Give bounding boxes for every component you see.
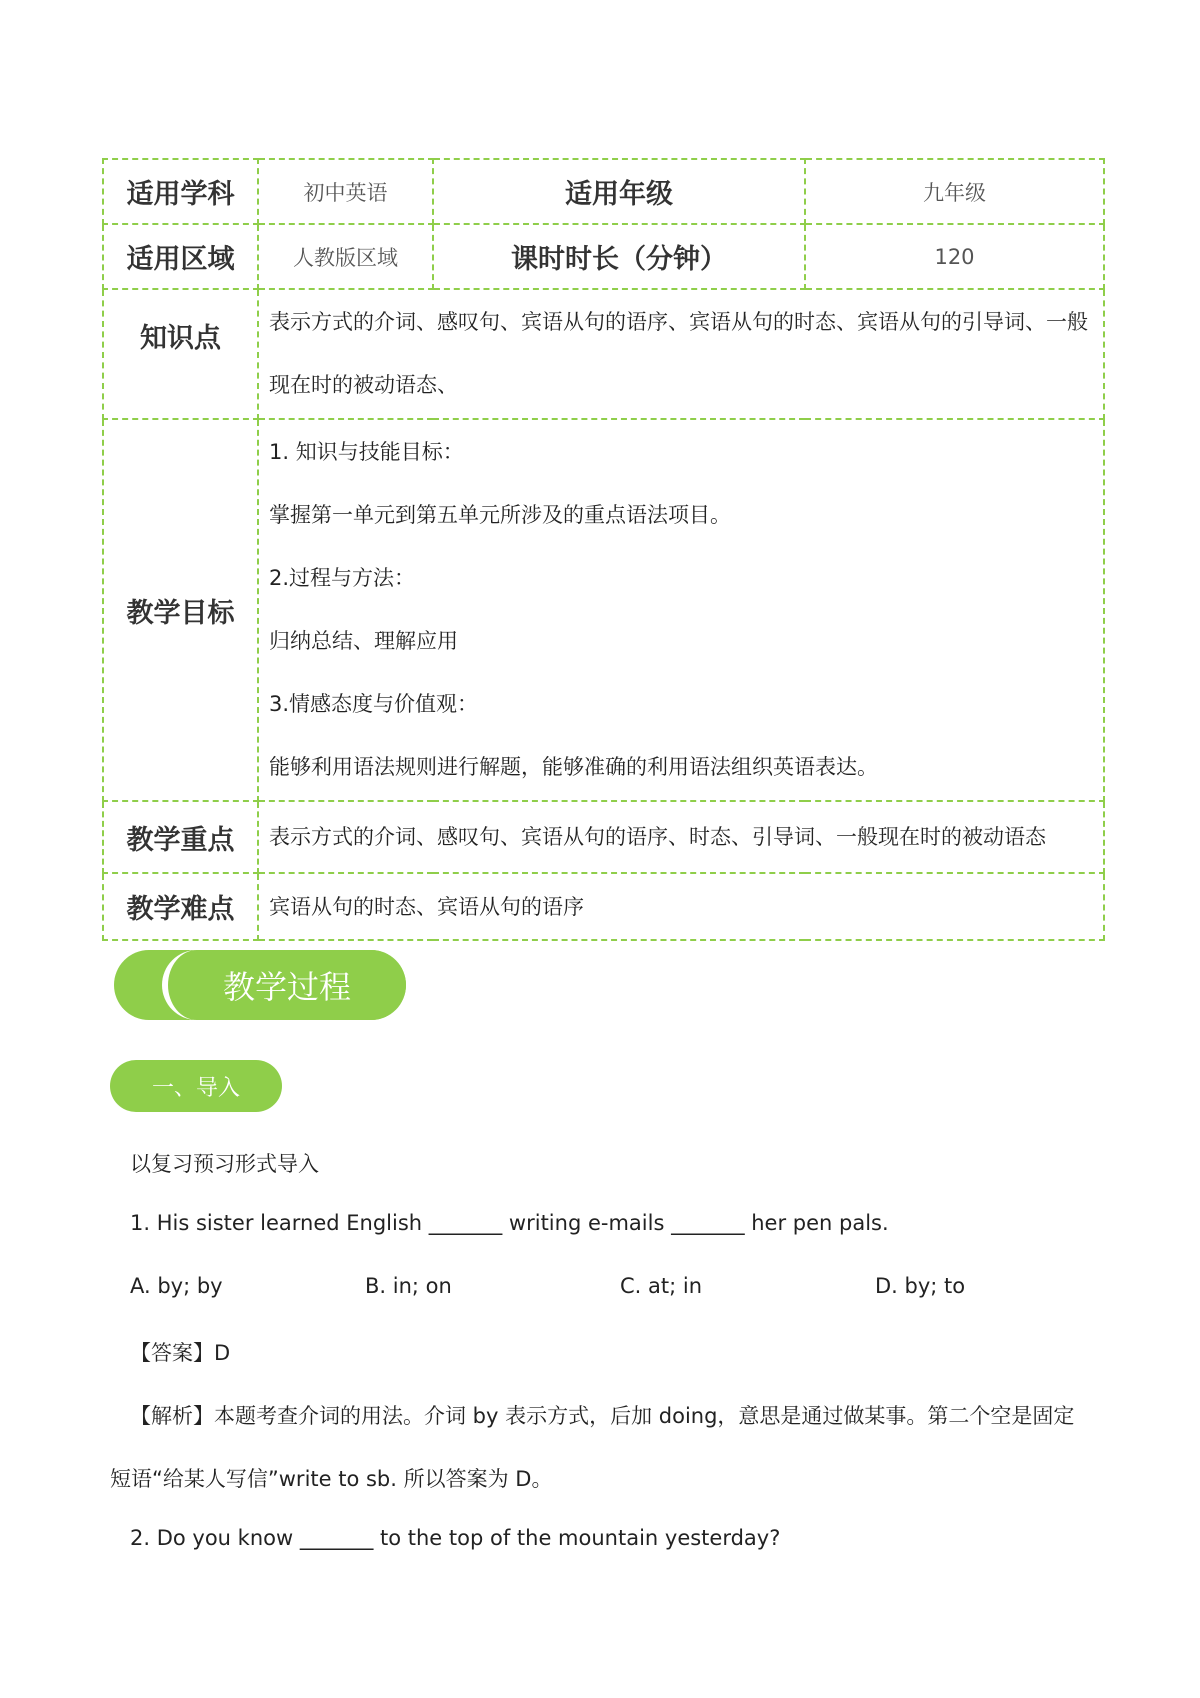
subject-label: 适用学科 <box>103 159 258 224</box>
key-points-label: 教学重点 <box>103 801 258 873</box>
table-row <box>103 159 1104 224</box>
subject-value: 初中英语 <box>258 159 433 224</box>
goal-line: 归纳总结、理解应用 <box>269 629 458 653</box>
section-title: 教学过程 <box>162 950 406 1020</box>
table-row <box>103 224 1104 289</box>
subsection-title: 一、导入 <box>110 1060 282 1112</box>
goal-line: 能够利用语法规则进行解题，能够准确的利用语法组织英语表达。 <box>269 755 878 779</box>
goal-line: 2.过程与方法： <box>269 566 416 590</box>
table-row <box>103 801 1104 873</box>
intro-text: 以复习预习形式导入 <box>130 1152 319 1176</box>
region-label: 适用区域 <box>103 224 258 289</box>
option-c: C. at; in <box>620 1274 703 1298</box>
goals-label: 教学目标 <box>103 419 258 801</box>
table-row <box>103 289 1104 419</box>
grade-value: 九年级 <box>805 159 1104 224</box>
section-title-badge <box>114 950 406 1020</box>
goal-line: 掌握第一单元到第五单元所涉及的重点语法项目。 <box>269 503 731 527</box>
answer: 【答案】D <box>130 1341 231 1365</box>
option-b: B. in; on <box>365 1274 452 1298</box>
analysis-line: 短语“给某人写信”write to sb. 所以答案为 D。 <box>110 1467 553 1491</box>
difficulty-label: 教学难点 <box>103 873 258 940</box>
option-a: A. by; by <box>130 1274 223 1298</box>
question-1: 1. His sister learned English _______ writing e-mails _______ her pen pals. <box>130 1211 889 1235</box>
duration-value: 120 <box>805 224 1104 289</box>
goal-line: 3.情感态度与价值观： <box>269 692 479 716</box>
knowledge-label: 知识点 <box>103 289 258 419</box>
duration-label: 课时时长（分钟） <box>433 224 805 289</box>
question-2: 2. Do you know _______ to the top of the mountain yesterday? <box>130 1526 781 1550</box>
goals-value <box>258 419 1104 801</box>
knowledge-value <box>258 289 1104 419</box>
goal-line: 1. 知识与技能目标： <box>269 440 464 464</box>
region-value: 人教版区域 <box>258 224 433 289</box>
lesson-info-table <box>102 158 1105 941</box>
knowledge-line: 现在时的被动语态、 <box>269 373 458 397</box>
analysis-line: 【解析】本题考查介词的用法。介词 by 表示方式，后加 doing，意思是通过做某事。第二个空是固定 <box>130 1404 1075 1428</box>
option-d: D. by; to <box>875 1274 966 1298</box>
grade-label: 适用年级 <box>433 159 805 224</box>
knowledge-line: 表示方式的介词、感叹句、宾语从句的语序、宾语从句的时态、宾语从句的引导词、一般 <box>269 310 1088 334</box>
difficulty-value: 宾语从句的时态、宾语从句的语序 <box>258 873 1104 940</box>
key-points-value: 表示方式的介词、感叹句、宾语从句的语序、时态、引导词、一般现在时的被动语态 <box>258 801 1104 873</box>
table-row <box>103 873 1104 940</box>
table-row <box>103 419 1104 801</box>
